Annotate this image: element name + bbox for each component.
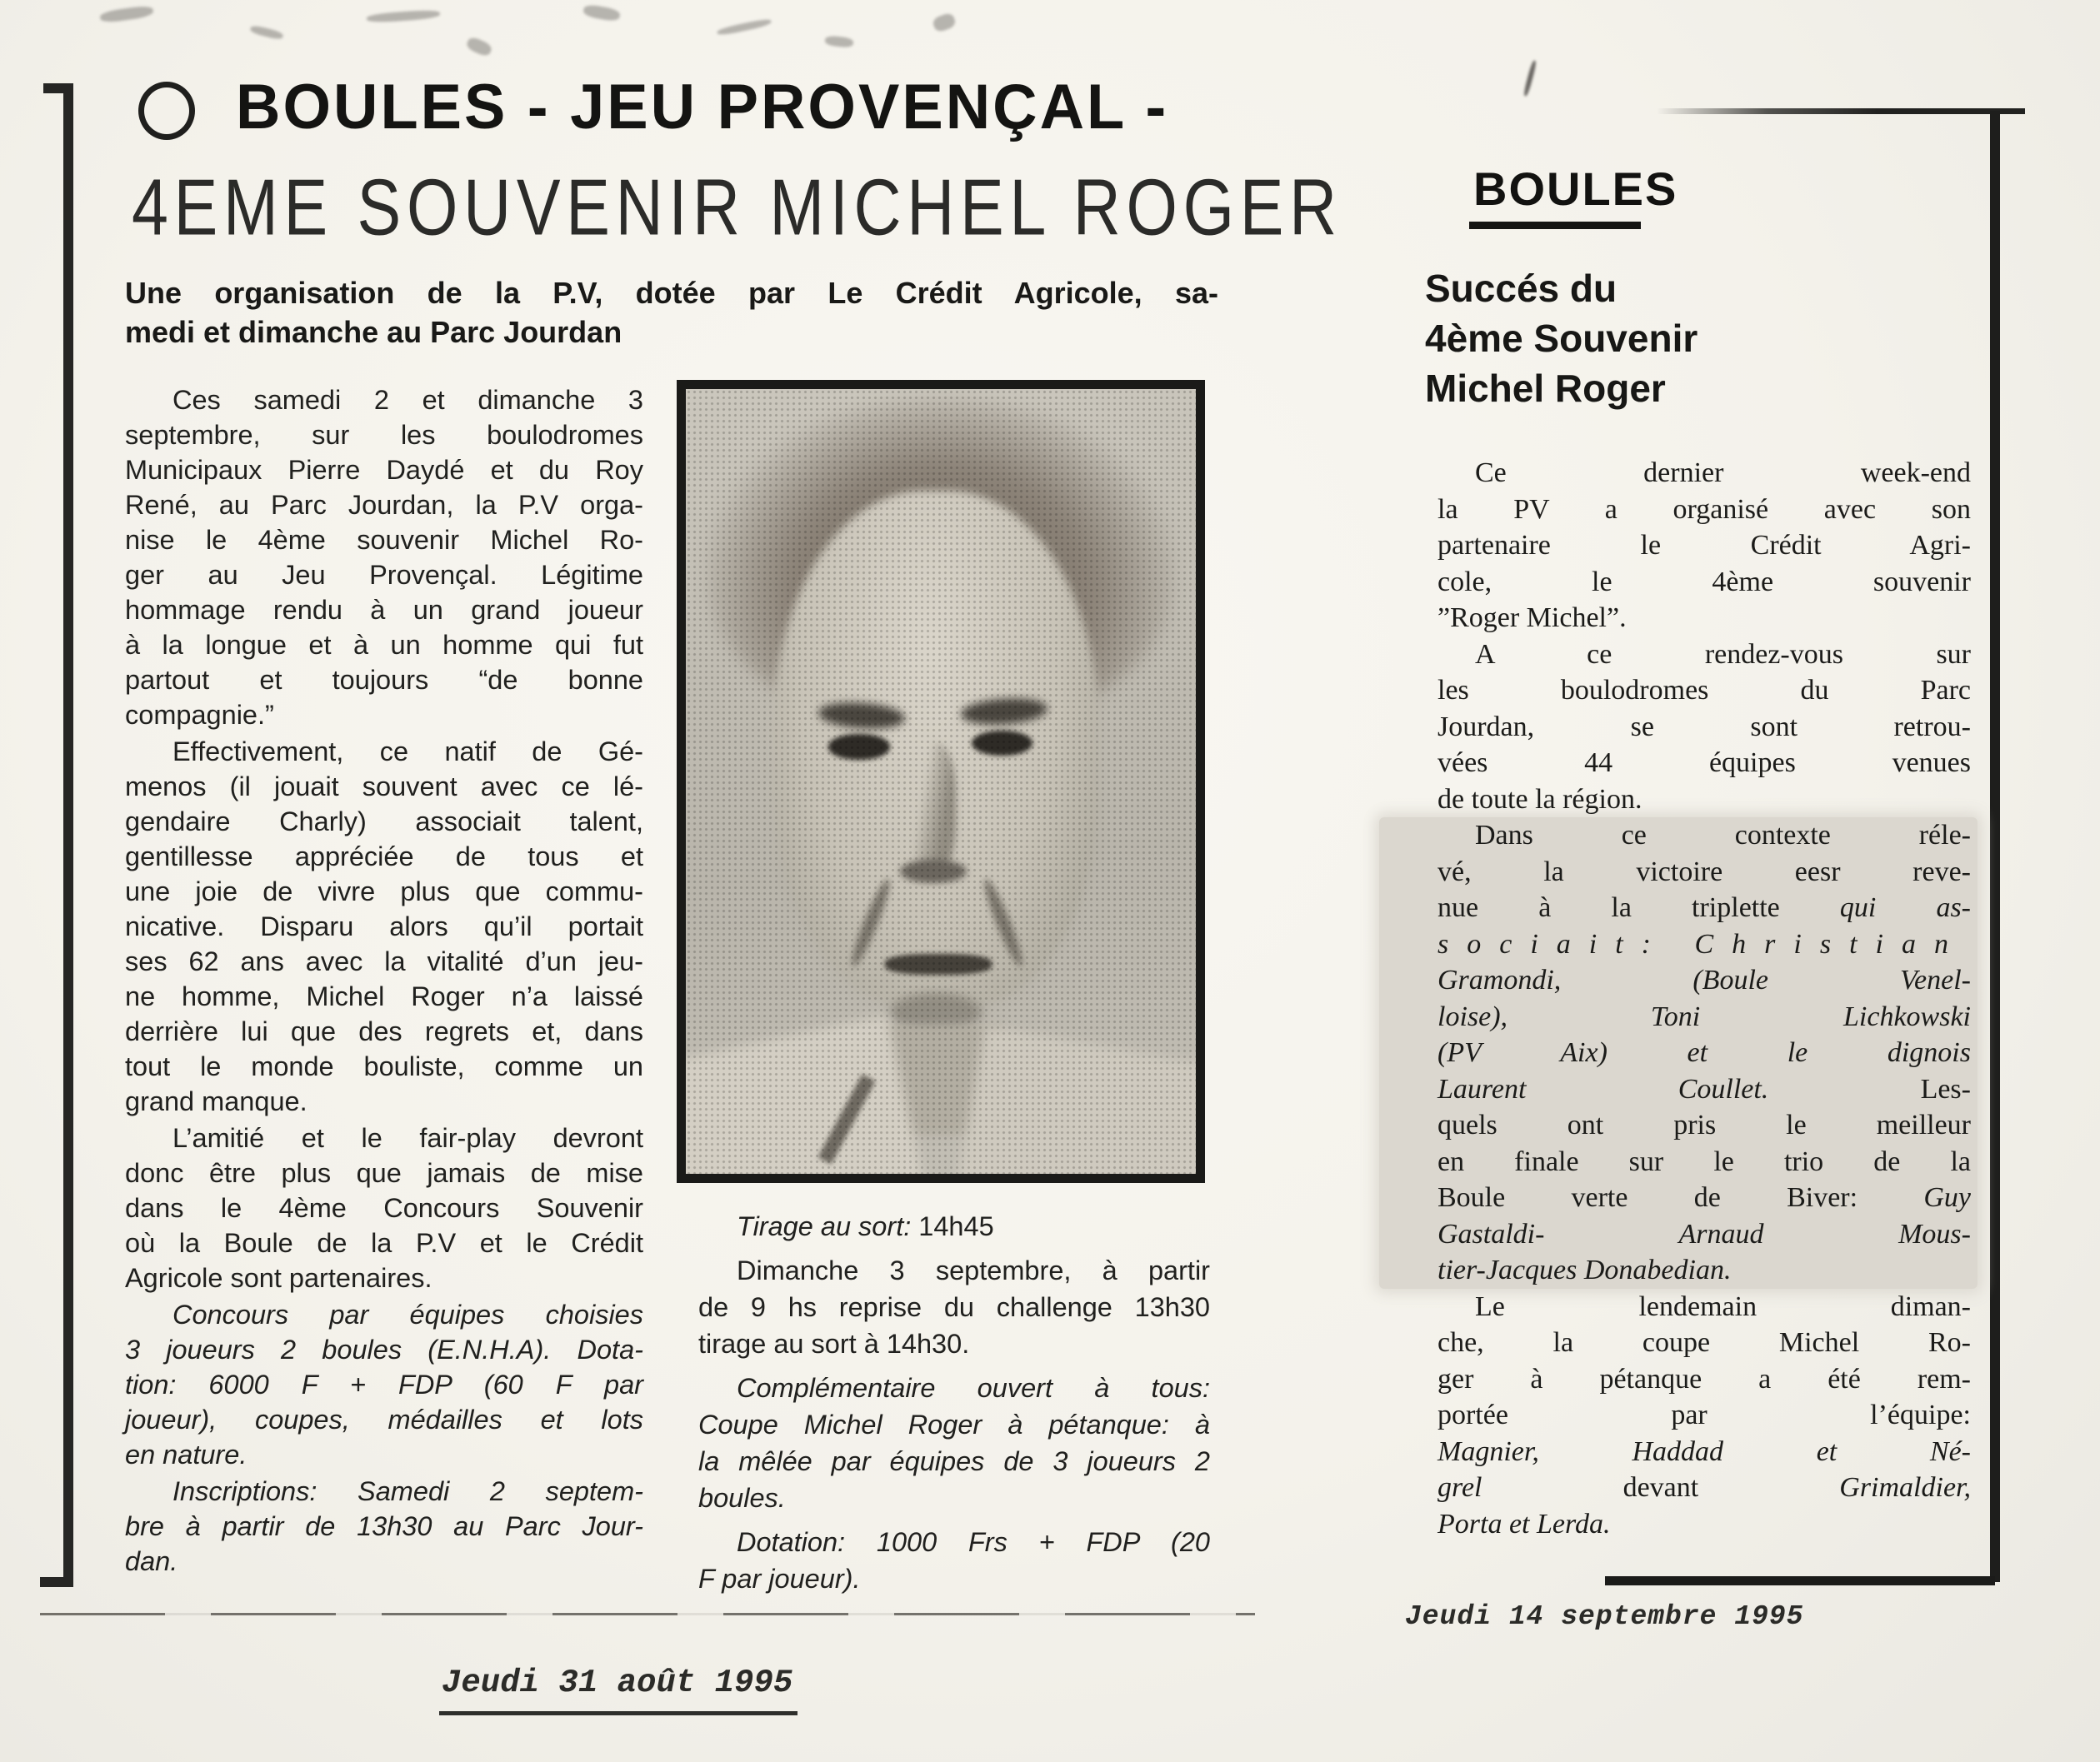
text-line [1438,890,1971,926]
text-line [1425,263,2008,313]
right-top-rule [1657,108,2025,114]
text-segment: 4ème Souvenir [1425,317,1698,360]
text-line: dans le 4ème Concours Souvenir [125,1193,643,1223]
text-line: quels ont pris le meilleur [1438,1110,1971,1141]
text-line [1438,962,1971,999]
text-line: vées 44 équipes venues [1438,747,1971,778]
paragraph [1438,636,1971,818]
text-segment: Gastaldi- Arnaud Mous- [1438,1218,1971,1250]
text-line [698,1480,1210,1516]
text-line [1438,1434,1971,1470]
text-line: portée par l’équipe: [1438,1400,1971,1430]
text-segment: Dotation: 1000 Frs + FDP (20 [737,1527,1210,1557]
text-line [125,1297,643,1332]
right-clipping-date: Jeudi 14 septembre 1995 [1405,1601,1804,1632]
paragraph [698,1370,1210,1516]
text-segment: loise), Toni Lichkowski [1438,1001,1971,1032]
text-segment: F par joueur). [698,1564,861,1594]
scan-noise-mark [99,5,153,24]
text-segment: grel [1438,1472,1482,1503]
text-segment: Concours par équipes choisies [172,1300,643,1330]
text-line [1438,1035,1971,1071]
text-segment: Ces samedi 2 et dimanche 3 [172,385,643,415]
scan-noise-mark [249,24,283,40]
text-line: les boulodromes du Parc [1438,675,1971,706]
text-line [698,1524,1210,1560]
text-segment: Magnier, Haddad et Né- [1438,1435,1971,1467]
crop-mark-bottom-stub [40,1577,73,1587]
left-headline: 4EME SOUVENIR MICHEL ROGER [132,162,1342,252]
text-line [1438,926,1971,963]
right-section-title: BOULES [1473,162,1678,215]
text-line [698,1252,1210,1289]
text-segment: Boule verte de Biver: [1438,1182,1924,1213]
text-line: bre à partir de 13h30 au Parc Jour- [125,1511,643,1541]
text-segment: Dimanche 3 septembre, à partir [737,1255,1210,1285]
text-line: derrière lui que des regrets et, dans [125,1016,643,1046]
text-line: ger à pétanque a été rem- [1438,1363,1971,1395]
text-line [1438,600,1971,636]
paragraph [698,1524,1210,1597]
text-line [125,312,1218,352]
text-line: vé, la victoire eesr reve- [1438,856,1971,887]
photo-halftone-overlay [686,389,1196,1174]
paragraph [1438,455,1971,636]
text-line [698,1208,1210,1245]
text-line: 3 joueurs 2 boules (E.N.H.A). Dota- [125,1335,643,1365]
text-segment: Inscriptions: Samedi 2 septem- [172,1476,643,1506]
paragraph [125,1121,643,1295]
text-line [1438,1071,1971,1108]
text-line: partout et toujours “de bonne [125,665,643,695]
text-line [1438,455,1971,492]
scan-noise-mark [824,35,853,47]
text-line: joueur), coupes, médailles et lots [125,1405,643,1435]
text-line [1438,1506,1971,1543]
left-date-underline [439,1711,798,1715]
text-line: cole, le 4ème souvenir [1438,566,1971,597]
text-segment: Le lendemain diman- [1475,1290,1971,1322]
paragraph [125,1297,643,1472]
text-segment: Dans ce contexte réle- [1475,820,1971,851]
paragraph [125,734,643,1119]
text-line [125,1084,643,1119]
text-line: partenaire le Crédit Agri- [1438,530,1971,561]
text-line: gentillesse appréciée de tous et [125,841,643,871]
text-segment: Guy [1923,1182,1971,1213]
text-segment: A ce rendez-vous sur [1475,638,1971,670]
left-standfirst [125,273,1218,352]
paragraph [1438,1289,1971,1543]
text-segment: devant [1482,1472,1840,1503]
text-line: septembre, sur les boulodromes [125,420,643,450]
text-line: ses 62 ans avec la vitalité d’un jeu- [125,946,643,976]
text-segment: en nature. [125,1440,248,1470]
left-body-column [125,382,643,1580]
text-line: de 9 hs reprise du challenge 13h30 [698,1292,1210,1322]
text-line: où la Boule de la P.V et le Crédit [125,1228,643,1258]
text-line [1425,313,2008,363]
text-segment: grand manque. [125,1086,308,1116]
text-segment: dan. [125,1546,178,1576]
text-line [1438,1470,1971,1506]
text-line [1438,817,1971,854]
text-line [1425,363,2008,413]
text-line: nise le 4ème souvenir Michel Ro- [125,525,643,555]
scan-noise-mark [582,3,621,22]
text-line: la mêlée par équipes de 3 joueurs 2 [698,1446,1210,1476]
scan-noise-mark [717,17,772,37]
section-bullet-icon [138,82,195,140]
paragraph [698,1252,1210,1362]
text-segment: Laurent Coullet. [1438,1073,1769,1105]
text-segment: nue à la triplette [1438,892,1840,923]
text-segment: Michel Roger [1425,367,1666,410]
text-line: tout le monde bouliste, comme un [125,1051,643,1081]
scan-noise-mark [1522,60,1537,97]
text-line: ne homme, Michel Roger n’a laissé [125,981,643,1011]
text-segment: medi et dimanche au Parc Jourdan [125,315,622,349]
text-line: tion: 6000 F + FDP (60 F par [125,1370,643,1400]
text-line [125,1260,643,1295]
portrait-photo [677,380,1205,1183]
right-headline [1425,263,2008,413]
text-segment: boules. [698,1483,786,1513]
text-segment: Porta et Lerda. [1438,1508,1611,1540]
scan-noise-mark [465,36,493,58]
text-segment: (PV Aix) et le dignois [1438,1037,1971,1068]
paragraph [1379,817,1978,1289]
text-segment: Agricole sont partenaires. [125,1263,432,1293]
text-segment: sociait: Christian [1438,928,1967,960]
text-segment: 14h45 [918,1211,994,1241]
photo-caption-column [698,1208,1210,1605]
text-segment: Effectivement, ce natif de Gé- [172,736,643,766]
right-body-column [1438,455,1971,1542]
text-line: menos (il jouait souvent avec ce lé- [125,771,643,801]
text-segment: Les- [1768,1073,1971,1105]
text-line: gendaire Charly) associait talent, [125,806,643,836]
scan-fold-line [40,1613,1255,1615]
text-line [125,382,643,417]
text-line: Une organisation de la P.V, dotée par Le Crédit Agricole, sa- [125,276,1218,310]
text-segment: Grimaldier, [1839,1472,1971,1503]
text-segment: Gramondi, (Boule Venel- [1438,965,1971,996]
paragraph [125,1474,643,1579]
text-line: René, au Parc Jourdan, la P.V orga- [125,490,643,520]
text-segment: L’amitié et le fair-play devront [172,1123,643,1153]
text-segment: compagnie.” [125,700,274,730]
text-line [698,1325,1210,1362]
scan-noise-mark [367,9,441,23]
text-line: ger au Jeu Provençal. Légitime [125,560,643,590]
scan-noise-mark [932,12,958,33]
text-line [125,697,643,732]
right-section-underline [1469,222,1641,229]
text-line [125,1544,643,1579]
text-line: à la longue et à un homme qui fut [125,630,643,660]
text-line [1438,1289,1971,1325]
text-line [125,1474,643,1509]
text-line: Municipaux Pierre Daydé et du Roy [125,455,643,485]
text-line [1438,1252,1971,1289]
text-line: donc être plus que jamais de mise [125,1158,643,1188]
text-segment: Succés du [1425,267,1618,310]
text-segment: Tirage au sort: [737,1211,919,1241]
left-kicker: BOULES - JEU PROVENÇAL - [236,71,1169,142]
text-line [125,1121,643,1156]
text-segment: qui as- [1839,892,1971,923]
text-line: Coupe Michel Roger à pétanque: à [698,1410,1210,1440]
right-bottom-rule [1605,1576,1995,1585]
text-line [1438,1180,1971,1216]
text-segment: ”Roger Michel”. [1438,602,1627,633]
text-line: la PV a organisé avec son [1438,493,1971,525]
text-line [1438,781,1971,818]
text-segment: tier-Jacques Donabedian. [1438,1255,1732,1285]
text-segment: de toute la région. [1438,783,1642,815]
text-line: en finale sur le trio de la [1438,1146,1971,1177]
text-line [1438,1216,1971,1253]
text-line [698,1370,1210,1406]
text-segment: Ce dernier week-end [1475,457,1971,488]
text-line [125,1437,643,1472]
crop-mark-left-bracket [63,83,73,1587]
text-line [1438,999,1971,1036]
text-line: Jourdan, se sont retrou- [1438,711,1971,742]
text-segment: Complémentaire ouvert à tous: [737,1373,1210,1403]
paragraph [698,1208,1210,1245]
text-line [698,1560,1210,1597]
text-line: une joie de vivre plus que commu- [125,876,643,906]
left-clipping-date: Jeudi 31 août 1995 [442,1665,793,1701]
text-line: che, la coupe Michel Ro- [1438,1327,1971,1358]
text-line [125,734,643,769]
text-line: hommage rendu à un grand joueur [125,595,643,625]
crop-mark-top-stub [43,83,73,93]
paragraph [125,382,643,732]
text-segment: tirage au sort à 14h30. [698,1329,970,1359]
text-line [1438,636,1971,673]
text-line: nicative. Disparu alors qu’il portait [125,911,643,941]
